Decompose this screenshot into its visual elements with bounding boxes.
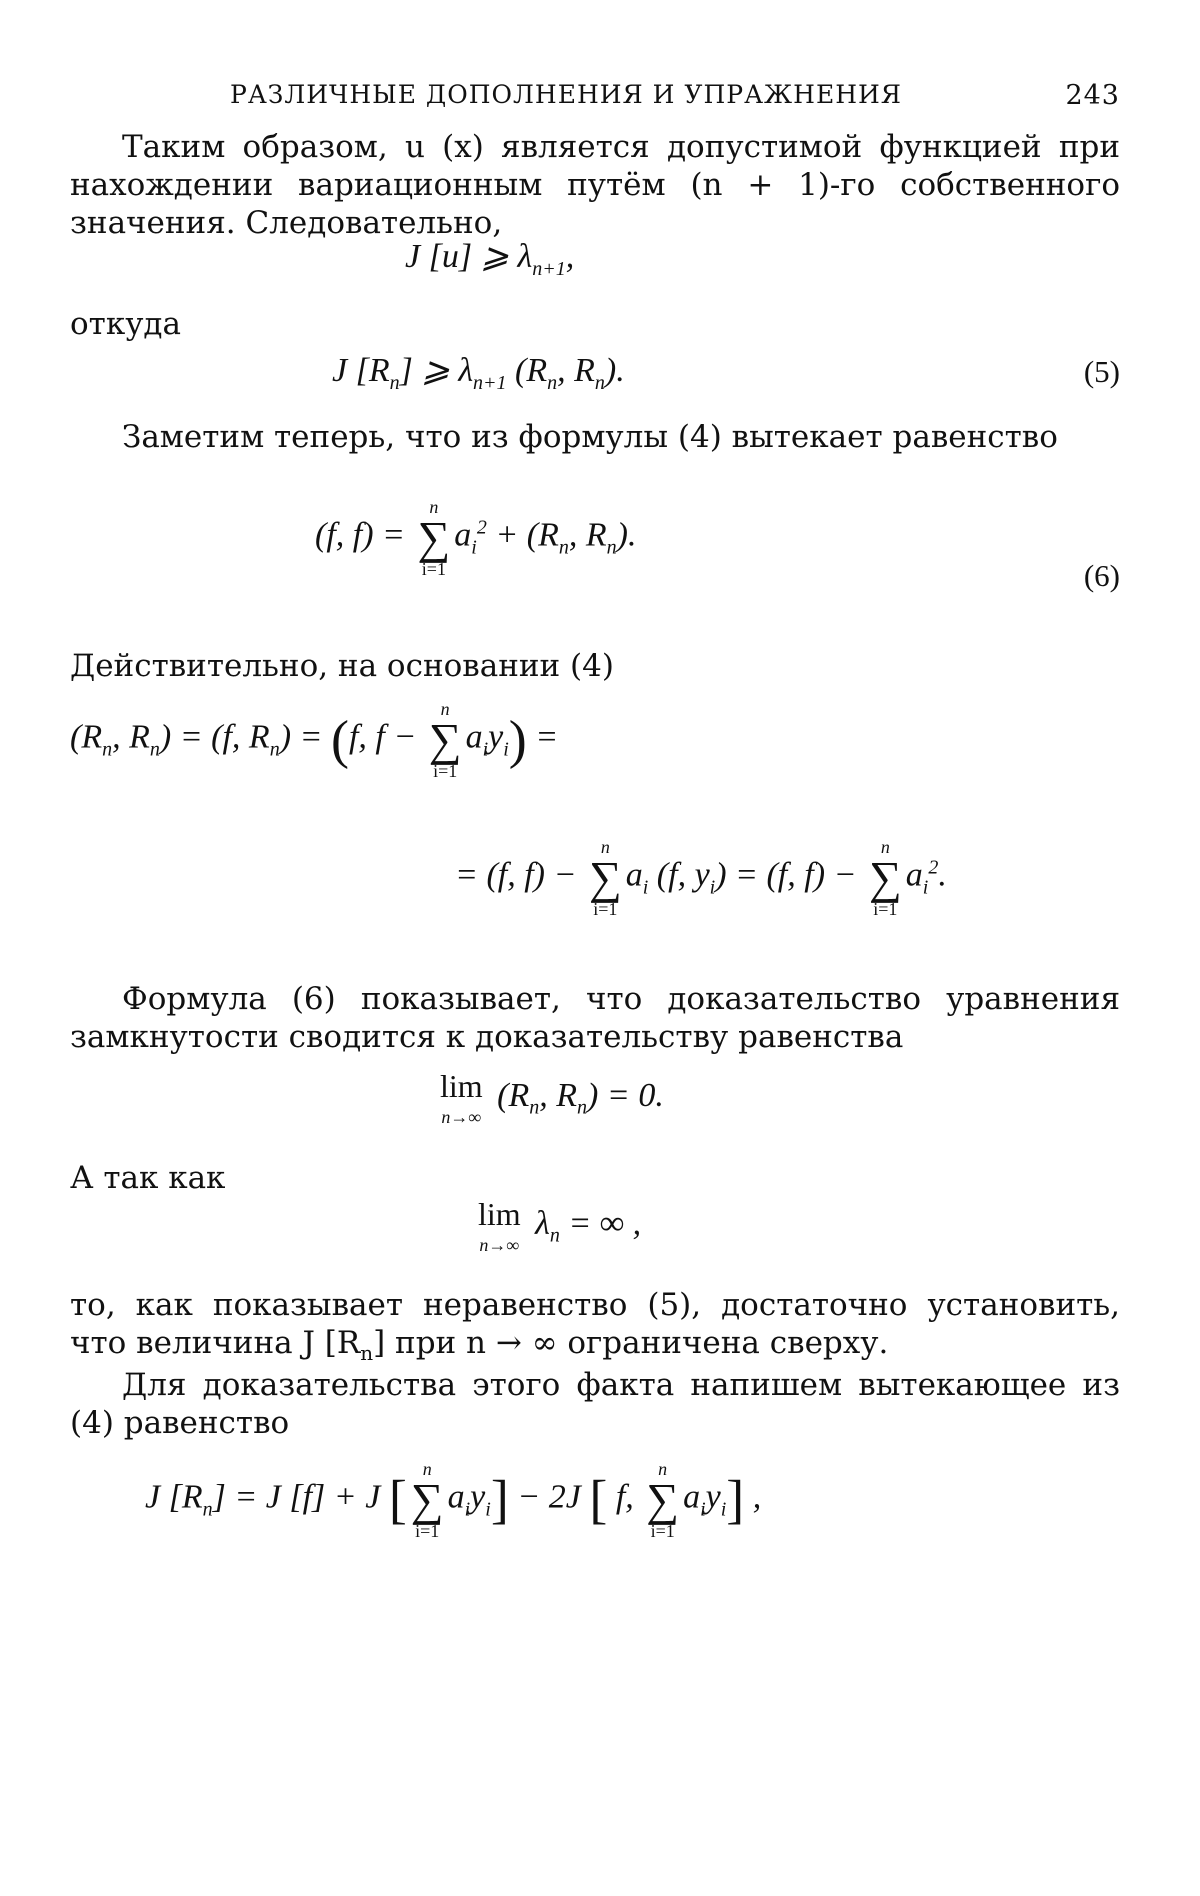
derivation-line-2: = (f, f) − n ∑ i=1 $a_i$ (f, $y_i) = (f$, f) − n ∑ i=1 $a_i^2$.: [455, 837, 947, 919]
inequality-j-u: J [u] ⩾ $\lambda_{n+1}$,: [405, 238, 575, 280]
sum-operator: n ∑ i=1: [588, 837, 622, 919]
paragraph-5: Формула (6) показывает, что доказательство уравнения замкнутости сводится к доказательству равенства: [70, 981, 1120, 1055]
limit-equation-1: lim n→∞ ($R_n$, $R_n) = 0$.: [440, 1068, 664, 1127]
paragraph-6: А так как: [70, 1160, 226, 1196]
limit-equation-2: lim n→∞ $\lambda_n$ = ∞ ,: [478, 1196, 642, 1255]
page-number: 243: [1065, 80, 1120, 111]
running-head: [70, 80, 1120, 120]
equation-number-5: (5): [1083, 354, 1120, 389]
paragraph-3: Заметим теперь, что из формулы (4) вытекает равенство: [122, 419, 1058, 455]
limit-operator: lim n→∞: [478, 1196, 521, 1255]
book-page: [70, 70, 1120, 1870]
paragraph-8: Для доказательства этого факта напишем вытекающее из (4) равенство: [70, 1367, 1120, 1441]
sum-operator: n ∑ i=1: [410, 1459, 444, 1541]
paragraph-2: откуда: [70, 306, 181, 342]
sum-operator: n ∑ i=1: [868, 837, 902, 919]
paragraph-1: Таким образом, u (x) является допустимой функцией при нахождении вариационным путём (n + 1)-го собственного значения. Следовательно,: [70, 129, 1120, 241]
limit-operator: lim n→∞: [440, 1068, 483, 1127]
paragraph-4: Действительно, на основании (4): [70, 648, 614, 684]
equation-number-6: (6): [1083, 558, 1120, 593]
equation-j-rn-expansion: J $[R_n] = J$ [f] + J [ n ∑ i=1 $a_iy_i] - 2J$ [ f, n ∑ i=1 $a_iy_i$] ,: [145, 1459, 762, 1541]
sum-operator: n ∑ i=1: [428, 699, 462, 781]
equation-6: (f, f) = n ∑ i=1 $a_i^2 + (R_n$, $R_n$).: [315, 497, 637, 579]
equation-5: J $[R_n]$ ⩾ $\lambda_{n+1}$ ($R_n$, $R_n$).: [332, 352, 625, 394]
sum-operator: n ∑ i=1: [417, 497, 451, 579]
derivation-line-1: ($R_n$, $R_n) = (f$, $R_n) = (f$, f − n ∑ i=1 $a_iy_i$) =: [70, 699, 559, 781]
running-head-title: РАЗЛИЧНЫЕ ДОПОЛНЕНИЯ И УПРАЖНЕНИЯ: [230, 80, 902, 109]
sum-operator: n ∑ i=1: [646, 1459, 680, 1541]
paragraph-7: то, как показывает неравенство (5), достаточно установить, что величина J $[R_n]$ при n → ∞ ограничена сверху.: [70, 1287, 1120, 1366]
